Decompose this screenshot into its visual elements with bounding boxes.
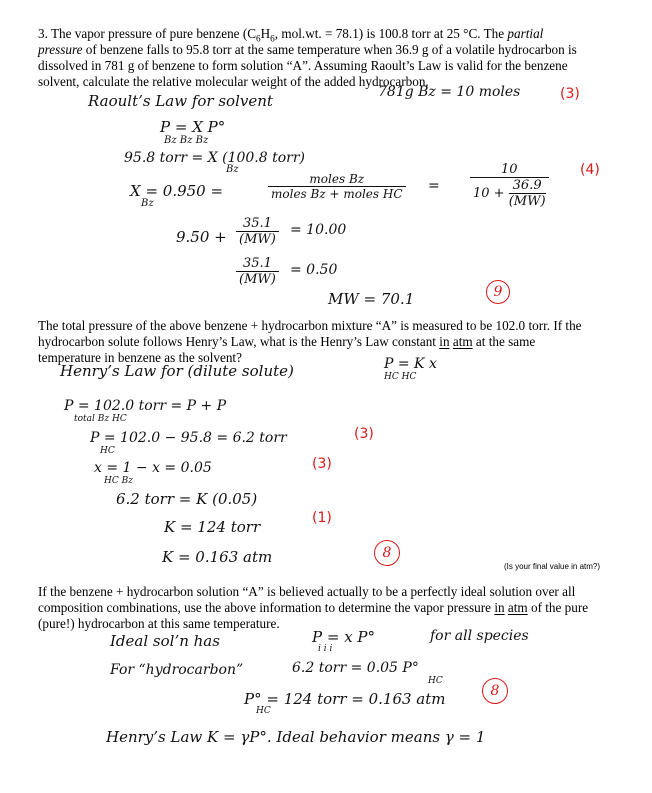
subscript: 6 [270,33,275,44]
equals-half: = 0.50 [290,262,338,278]
all-species-note: for all species [430,628,529,644]
emphasis-partial: partial [507,26,544,41]
mole-fraction-benzene: X = 0.950 = [130,182,224,200]
ten-denominator [470,178,549,209]
ideal-solution-statement: Ideal sol’n has [110,632,220,650]
ten-over-fraction [470,162,549,209]
equals-ten: = 10.00 [290,222,347,238]
part3-text: of the pure [527,600,589,615]
henry-equation-subscripts: HC HC [384,372,417,382]
equation-950: 9.50 + [176,228,227,246]
underline-in: in [439,334,450,349]
mole-fraction-benzene-subscript: Bz [141,198,154,209]
k-torr: K = 124 torr [164,518,261,536]
problem-number: 3. [38,26,48,41]
ten-numerator: 10 [470,162,549,178]
points-three-b: (3) [312,456,332,472]
raoult-header: Raoult’s Law for solvent [88,92,273,110]
score-circle-part1: 9 [486,280,510,304]
subscript: 6 [256,33,261,44]
part2-line-1: The total pressure of the above benzene + hydrocarbon mixture “A” is measured to be 102.0 torr. If the [38,318,582,333]
for-hydrocarbon: For “hydrocarbon” [110,662,244,678]
fraction-351-b-denominator: (MW) [239,272,276,287]
substituted-equation: 95.8 torr = X (100.8 torr) [124,150,306,166]
hc-pressure-subscript: HC [100,446,115,456]
problem-intro-line-2 [38,42,577,58]
inner-denominator: (MW) [508,194,546,209]
problem-intro-line-3: dissolved in 781 g of benzene to form solution “A”. Assuming Raoult’s Law is valid for the benzene [38,58,568,73]
raoult-equation: P = X P° [160,118,226,136]
raoult-equation-subscripts: Bz Bz Bz [164,135,209,146]
hc-ideal-equation: 6.2 torr = 0.05 P° [292,660,419,676]
ideal-equation: P = x P° [312,628,376,646]
intro-text: of benzene falls to 95.8 torr at the same temperature when 36.9 g of a volatile hydrocarbon is [82,42,577,57]
pure-hc-vapor-pressure-subscript: HC [256,706,271,716]
henry-ideal-relation: Henry’s Law K = γP°. Ideal behavior means γ = 1 [106,728,486,746]
k-atm: K = 0.163 atm [162,548,273,566]
moles-fraction-denominator: moles Bz + moles HC [271,187,403,201]
problem-intro-line-4: solvent, calculate the relative molecular weight of the added hydrocarbon. [38,74,429,89]
fraction-351-a-denominator: (MW) [239,232,276,247]
units-check-note: (Is your final value in atm?) [504,562,601,571]
ten-plus: 10 + [473,186,505,201]
formula-h: H [260,26,271,41]
fraction-351-b-numerator: 35.1 [236,256,279,272]
points-moles: (3) [560,86,580,102]
moles-fraction-numerator: moles Bz [268,172,406,187]
underline-atm: atm [452,334,473,349]
part3-line-2 [38,600,588,616]
part3-line-3: (pure!) hydrocarbon at this same temperature. [38,616,280,631]
hc-mole-fraction-subscripts: HC Bz [104,476,133,486]
ideal-equation-subscripts: i i i [318,644,333,654]
intro-text: , mol.wt. = 78.1) is 100.8 torr at 25 °C. The [274,26,508,41]
points-three-a: (3) [354,426,374,442]
fraction-351-b [236,256,279,287]
part2-text: hydrocarbon solute follows Henry’s Law, what is the Henry’s Law constant [38,334,440,349]
part3-text: composition combinations, use the above information to determine the vapor pressure [38,600,495,615]
fraction-351-a-numerator: 35.1 [236,216,279,232]
part2-line-2 [38,334,535,350]
hc-ideal-equation-subscript: HC [428,676,443,686]
moles-fraction [268,172,406,201]
total-pressure-subscripts: total Bz HC [74,414,127,424]
fraction-351-a [236,216,279,247]
intro-text: The vapor pressure of pure benzene (C [50,26,257,41]
emphasis-pressure: pressure [38,42,83,57]
k-equation: 6.2 torr = K (0.05) [116,490,258,508]
part3-line-1: If the benzene + hydrocarbon solution “A” is believed actually to be a perfectly ideal solution over all [38,584,576,599]
total-pressure: P = 102.0 torr = P + P [64,398,227,414]
henry-header: Henry’s Law for (dilute solute) [60,362,294,380]
underline-atm: atm [507,600,528,615]
underline-in: in [494,600,505,615]
equals-sign: = [428,178,440,194]
hc-mole-fraction: x = 1 − x = 0.05 [94,460,212,476]
part2-line-3: temperature in benzene as the solvent? [38,350,242,365]
part2-text: at the same [472,334,536,349]
points-one: (1) [312,510,332,526]
substituted-equation-subscript: Bz [226,164,239,175]
moles-benzene: 781g Bz = 10 moles [378,84,521,100]
score-circle-part3: 8 [482,678,508,704]
score-circle-part2: 8 [374,540,400,566]
henry-equation: P = K x [384,356,437,372]
hc-pressure: P = 102.0 − 95.8 = 6.2 torr [90,430,287,446]
points-four: (4) [580,162,600,178]
inner-numerator: 36.9 [509,178,546,194]
pure-hc-vapor-pressure: P° = 124 torr = 0.163 atm [244,690,446,708]
molecular-weight-result: MW = 70.1 [328,290,415,308]
